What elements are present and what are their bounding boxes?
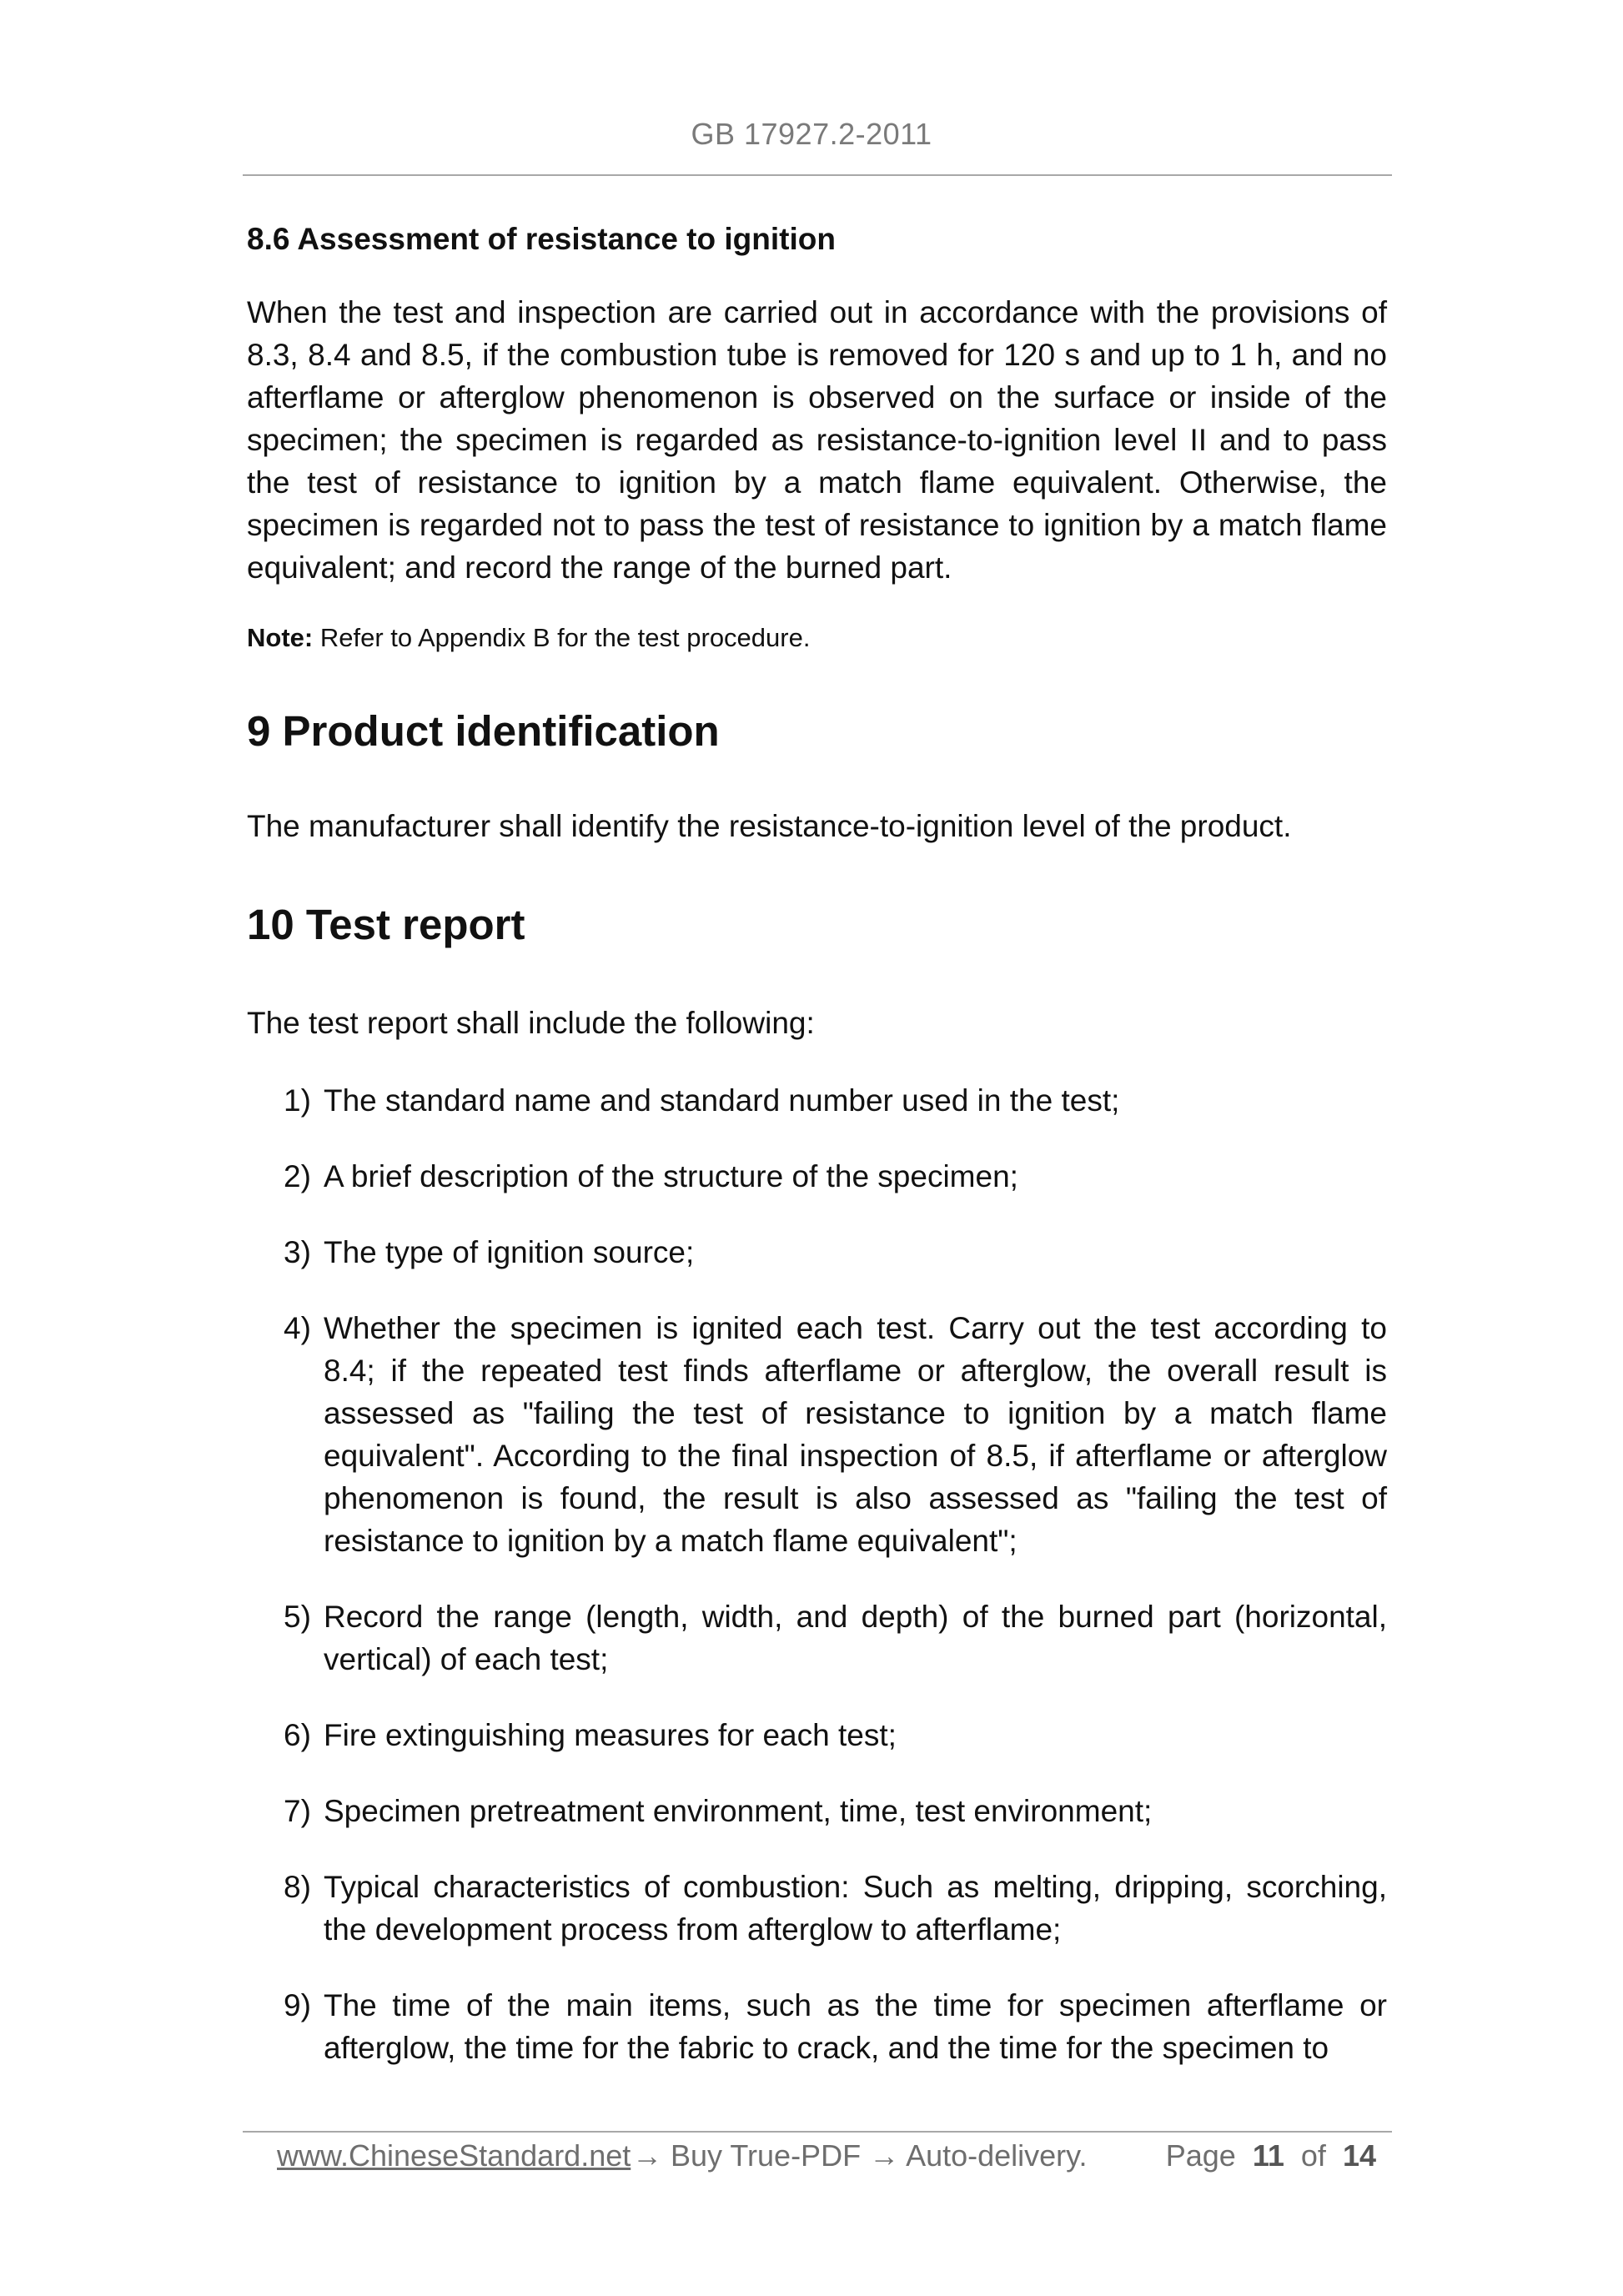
header-divider bbox=[243, 174, 1392, 176]
footer-divider bbox=[243, 2131, 1392, 2133]
test-report-items bbox=[247, 1079, 1387, 2069]
note-text: Refer to Appendix B for the test procedure. bbox=[313, 623, 811, 653]
item-number: 7) bbox=[284, 1793, 311, 1828]
section-10-intro: The test report shall include the following: bbox=[247, 1005, 815, 1040]
list-item bbox=[247, 1307, 1387, 1562]
item-number: 9) bbox=[284, 1987, 311, 2022]
section-9-body: The manufacturer shall identify the resistance-to-ignition level of the product. bbox=[247, 808, 1292, 843]
item-text: The time of the main items, such as the time for specimen afterflame or afterglow, the time for the fabric to crack, and the time for the specimen to bbox=[324, 1987, 1387, 2065]
list-item bbox=[247, 1714, 1387, 1756]
current-page-number: 11 bbox=[1252, 2138, 1284, 2173]
page-word: Page bbox=[1165, 2138, 1236, 2173]
list-item bbox=[247, 1079, 1387, 1122]
list-item bbox=[247, 1790, 1387, 1832]
item-number: 4) bbox=[284, 1310, 311, 1345]
section-8-6-title: 8.6 Assessment of resistance to ignition bbox=[247, 222, 836, 256]
list-item bbox=[247, 1984, 1387, 2069]
note-label: Note: bbox=[247, 623, 314, 653]
item-text: The standard name and standard number used in the test; bbox=[324, 1083, 1120, 1118]
footer-tagline: → Buy True-PDF → Auto-delivery. bbox=[632, 2138, 1088, 2173]
item-number: 3) bbox=[284, 1234, 311, 1269]
item-text: The type of ignition source; bbox=[324, 1234, 695, 1269]
section-10-title: 10 Test report bbox=[247, 900, 525, 948]
of-word: of bbox=[1300, 2138, 1326, 2173]
section-8-6-body: When the test and inspection are carried out in accordance with the provisions of 8.3, 8.4 and 8.5, if the combustion tube is removed for 120 s and up to 1 h, and no afterflame or afterglow phenomenon is observed on the surface or inside of the specimen; the specimen is regarded as resistance-to-ignition level II and to pass the test of resistance to ignition by a match flame equivalent. Otherwise, the specimen is regarded not to pass the test of resistance to ignition by a match flame equivalent; and record the range of the burned part. bbox=[247, 295, 1387, 585]
document-code-header: GB 17927.2-2011 bbox=[691, 117, 932, 151]
item-number: 5) bbox=[284, 1599, 311, 1634]
item-number: 2) bbox=[284, 1158, 311, 1193]
item-number: 6) bbox=[284, 1717, 311, 1752]
list-item bbox=[247, 1866, 1387, 1951]
section-8-6-note bbox=[247, 622, 1387, 653]
item-text: Fire extinguishing measures for each test; bbox=[324, 1717, 897, 1752]
list-item bbox=[247, 1595, 1387, 1681]
list-item bbox=[247, 1155, 1387, 1198]
item-text: A brief description of the structure of the specimen; bbox=[324, 1158, 1018, 1193]
item-text: Record the range (length, width, and depth) of the burned part (horizontal, vertical) of each test; bbox=[324, 1599, 1387, 1676]
item-text: Specimen pretreatment environment, time, test environment; bbox=[324, 1793, 1153, 1828]
list-item bbox=[247, 1231, 1387, 1274]
section-9-title: 9 Product identification bbox=[247, 706, 720, 755]
item-number: 8) bbox=[284, 1869, 311, 1904]
total-page-number: 14 bbox=[1342, 2138, 1376, 2173]
page-indicator bbox=[1166, 2138, 1376, 2173]
item-text: Whether the specimen is ignited each test. Carry out the test according to 8.4; if the repeated test finds afterflame or afterglow, the overall result is assessed as "failing the test of resistance to ignition by a match flame equivalent". According to the final inspection of 8.5, if afterflame or afterglow phenomenon is found, the result is also assessed as "failing the test of resistance to ignition by a match flame equivalent"; bbox=[324, 1310, 1387, 1558]
item-number: 1) bbox=[284, 1083, 311, 1118]
item-text: Typical characteristics of combustion: Such as melting, dripping, scorching, the development process from afterglow to afterflame; bbox=[324, 1869, 1387, 1947]
page-content bbox=[247, 221, 1387, 2103]
site-link[interactable]: www.ChineseStandard.net bbox=[277, 2138, 631, 2173]
